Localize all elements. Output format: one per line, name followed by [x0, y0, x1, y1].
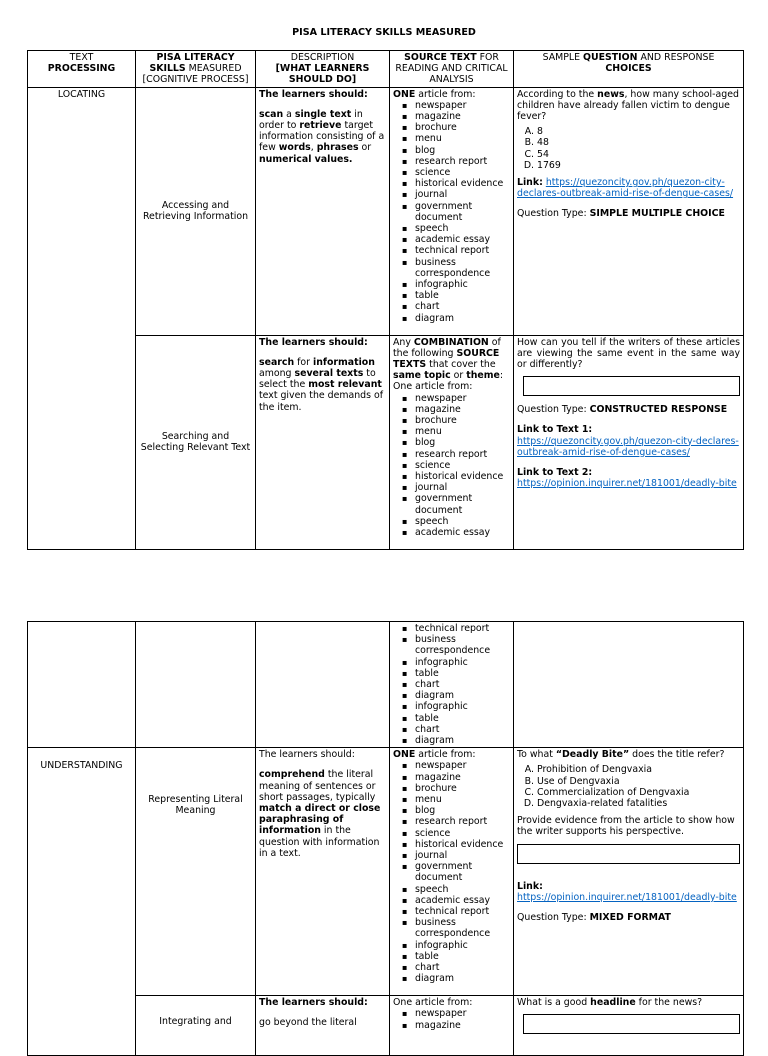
header-sample-question: SAMPLE QUESTION AND RESPONSE CHOICES — [514, 51, 744, 88]
source-list — [393, 623, 510, 746]
list-item: ▪ table — [415, 290, 510, 301]
text1-link[interactable]: https://quezoncity.gov.ph/quezon-city-declares-outbreak-amid-rise-of-dengue-cases/ — [517, 435, 739, 458]
list-item: ▪ newspaper — [415, 760, 510, 771]
row-searching — [28, 335, 744, 549]
document-title: PISA LITERACY SKILLS MEASURED — [292, 27, 476, 38]
list-item: ▪ magazine — [415, 404, 510, 415]
article-link[interactable]: https://quezoncity.gov.ph/quezon-city-declares-outbreak-amid-rise-of-dengue-cases/ — [517, 177, 734, 200]
row-integrating — [28, 996, 744, 1056]
cell-searching-skill: Searching and Selecting Relevant Text — [136, 335, 256, 549]
source-list — [393, 760, 510, 984]
list-item: ▪ blog — [415, 805, 510, 816]
list-item: ▪ menu — [415, 426, 510, 437]
choice-list — [517, 764, 740, 809]
list-item: ▪ speech — [415, 516, 510, 527]
list-item: ▪ science — [415, 460, 510, 471]
cell-continued-source — [390, 622, 514, 748]
cell-representing-question: To what “Deadly Bite” does the title refer? A. Prohibition of Dengvaxia B. Use of Dengvaxia C. Commercialization of Dengvaxia D. Dengvaxia-related fatalities Provide evidence from the article to show how the writer supports his perspective. Link: https://opinion.inquirer.net/181001/deadly-bite Question Type: MIXED FORMAT — [514, 748, 744, 996]
list-item: ▪ table — [415, 668, 510, 679]
list-item: ▪ chart — [415, 962, 510, 973]
cell-understanding: UNDERSTANDING — [28, 748, 136, 1056]
text2-link[interactable]: https://opinion.inquirer.net/181001/deadly-bite — [517, 478, 737, 490]
row-accessing — [28, 87, 744, 335]
cell-integrating-source: One article from: ▪ newspaper ▪ magazine — [390, 996, 514, 1056]
skills-table-page1 — [27, 50, 744, 550]
cell-accessing-skill: Accessing and Retrieving Information — [136, 87, 256, 335]
cell-integrating-desc: The learners should: go beyond the literal — [256, 996, 390, 1056]
list-item: ▪ historical evidence — [415, 471, 510, 482]
cell-empty — [256, 622, 390, 748]
list-item: ▪ business correspondence — [415, 257, 510, 279]
cell-accessing-question: According to the news, how many school-aged children have already fallen victim to dengue fever? A. 8 B. 48 C. 54 D. 1769 Link: https://quezoncity.gov.ph/quezon-city-declares-outbreak-amid-rise-of-dengue-cases/ Question Type: SIMPLE MULTIPLE CHOICE — [514, 87, 744, 335]
list-item: ▪ government document — [415, 861, 510, 883]
choice-item: C. Commercialization of Dengvaxia — [537, 787, 740, 798]
list-item: ▪ research report — [415, 449, 510, 460]
choice-item: C. 54 — [537, 149, 740, 160]
list-item: ▪ chart — [415, 301, 510, 312]
header-pisa-skills: PISA LITERACY SKILLS MEASURED [COGNITIVE PROCESS] — [136, 51, 256, 88]
list-item: ▪ diagram — [415, 313, 510, 324]
list-item: ▪ research report — [415, 816, 510, 827]
cell-accessing-desc: The learners should: scan a single text in order to retrieve target information consisting of a few words, phrases or numerical values. — [256, 87, 390, 335]
cell-locating: LOCATING — [28, 87, 136, 549]
list-item: ▪ table — [415, 713, 510, 724]
list-item: ▪ blog — [415, 145, 510, 156]
list-item: ▪ menu — [415, 133, 510, 144]
answer-box[interactable] — [523, 1014, 740, 1034]
list-item: ▪ chart — [415, 724, 510, 735]
list-item: ▪ science — [415, 828, 510, 839]
cell-integrating-question: What is a good headline for the news? — [514, 996, 744, 1056]
list-item: ▪ diagram — [415, 690, 510, 701]
source-list — [393, 393, 510, 539]
cell-empty — [136, 622, 256, 748]
list-item: ▪ infographic — [415, 701, 510, 712]
cell-empty — [514, 622, 744, 748]
row-continued — [28, 622, 744, 748]
choice-list — [517, 126, 740, 171]
list-item: ▪ table — [415, 951, 510, 962]
answer-box[interactable] — [523, 376, 740, 396]
choice-item: D. 1769 — [537, 160, 740, 171]
list-item: ▪ magazine — [415, 772, 510, 783]
choice-item: A. 8 — [537, 126, 740, 137]
header-text-processing: TEXT PROCESSING — [28, 51, 136, 88]
cell-representing-source: ONE article from: ▪ newspaper ▪ magazine ▪ brochure ▪ menu ▪ blog ▪ research report ▪ science ▪ historical evidence ▪ journal ▪ government document ▪ speech ▪ academic essay ▪ technical report ▪ business correspondence ▪ infographic ▪ table ▪ chart ▪ diagram — [390, 748, 514, 996]
choice-item: B. Use of Dengvaxia — [537, 776, 740, 787]
list-item: ▪ government document — [415, 493, 510, 515]
list-item: ▪ academic essay — [415, 234, 510, 245]
list-item: ▪ infographic — [415, 657, 510, 668]
list-item: ▪ journal — [415, 482, 510, 493]
choice-item: A. Prohibition of Dengvaxia — [537, 764, 740, 775]
source-list — [393, 1008, 510, 1030]
list-item: ▪ newspaper — [415, 393, 510, 404]
choice-item: D. Dengvaxia-related fatalities — [537, 798, 740, 809]
cell-accessing-source: ONE article from: ▪ newspaper ▪ magazine ▪ brochure ▪ menu ▪ blog ▪ research report ▪ science ▪ historical evidence ▪ journal ▪ government document ▪ speech ▪ academic essay ▪ technical report ▪ business correspondence ▪ infographic ▪ table ▪ chart ▪ diagram — [390, 87, 514, 335]
list-item: ▪ infographic — [415, 940, 510, 951]
cell-representing-skill: Representing Literal Meaning — [136, 748, 256, 996]
cell-searching-source: Any COMBINATION of the following SOURCE TEXTS that cover the same topic or theme: One article from: ▪ newspaper ▪ magazine ▪ brochure ▪ menu ▪ blog ▪ research report ▪ science ▪ historical evidence ▪ journal ▪ government document ▪ speech ▪ academic essay — [390, 335, 514, 549]
list-item: ▪ speech — [415, 884, 510, 895]
list-item: ▪ academic essay — [415, 527, 510, 538]
list-item: ▪ infographic — [415, 279, 510, 290]
header-description: DESCRIPTION [WHAT LEARNERS SHOULD DO] — [256, 51, 390, 88]
header-source-text: SOURCE TEXT FOR READING AND CRITICAL ANALYSIS — [390, 51, 514, 88]
list-item: ▪ brochure — [415, 415, 510, 426]
list-item: ▪ research report — [415, 156, 510, 167]
list-item: ▪ menu — [415, 794, 510, 805]
cell-searching-desc: The learners should: search for information among several texts to select the most relevant text given the demands of the item. — [256, 335, 390, 549]
header-row — [28, 51, 744, 88]
list-item: ▪ brochure — [415, 122, 510, 133]
choice-item: B. 48 — [537, 137, 740, 148]
list-item: ▪ journal — [415, 850, 510, 861]
list-item: ▪ newspaper — [415, 100, 510, 111]
list-item: ▪ diagram — [415, 735, 510, 746]
list-item: ▪ technical report — [415, 245, 510, 256]
list-item: ▪ brochure — [415, 783, 510, 794]
list-item: ▪ academic essay — [415, 895, 510, 906]
list-item: ▪ blog — [415, 437, 510, 448]
list-item: ▪ technical report — [415, 623, 510, 634]
list-item: ▪ magazine — [415, 111, 510, 122]
list-item: ▪ historical evidence — [415, 839, 510, 850]
list-item: ▪ historical evidence — [415, 178, 510, 189]
row-representing — [28, 748, 744, 996]
cell-searching-question: How can you tell if the writers of these articles are viewing the same event in the same way or differently? Question Type: CONSTRUCTED RESPONSE Link to Text 1: https://quezoncity.gov.ph/quezon-city-declares-outbreak-amid-rise-of-dengue-cases/ Link to Text 2: https://opinion.inquirer.net/181001/deadly-bite — [514, 335, 744, 549]
list-item: ▪ chart — [415, 679, 510, 690]
answer-box[interactable] — [517, 844, 740, 864]
cell-empty — [28, 622, 136, 748]
cell-representing-desc: The learners should: comprehend the literal meaning of sentences or short passages, typically match a direct or close paraphrasing of information in the question with information in a text. — [256, 748, 390, 996]
list-item: ▪ technical report — [415, 906, 510, 917]
skills-table-page2 — [27, 621, 744, 1056]
list-item: ▪ journal — [415, 189, 510, 200]
list-item: ▪ government document — [415, 201, 510, 223]
source-list — [393, 100, 510, 324]
list-item: ▪ speech — [415, 223, 510, 234]
list-item: ▪ business correspondence — [415, 634, 510, 656]
list-item: ▪ diagram — [415, 973, 510, 984]
list-item: ▪ science — [415, 167, 510, 178]
list-item: ▪ newspaper — [415, 1008, 510, 1019]
article-link[interactable]: https://opinion.inquirer.net/181001/deadly-bite — [517, 891, 737, 903]
cell-integrating-skill: Integrating and — [136, 996, 256, 1056]
list-item: ▪ business correspondence — [415, 917, 510, 939]
list-item: ▪ magazine — [415, 1020, 510, 1031]
